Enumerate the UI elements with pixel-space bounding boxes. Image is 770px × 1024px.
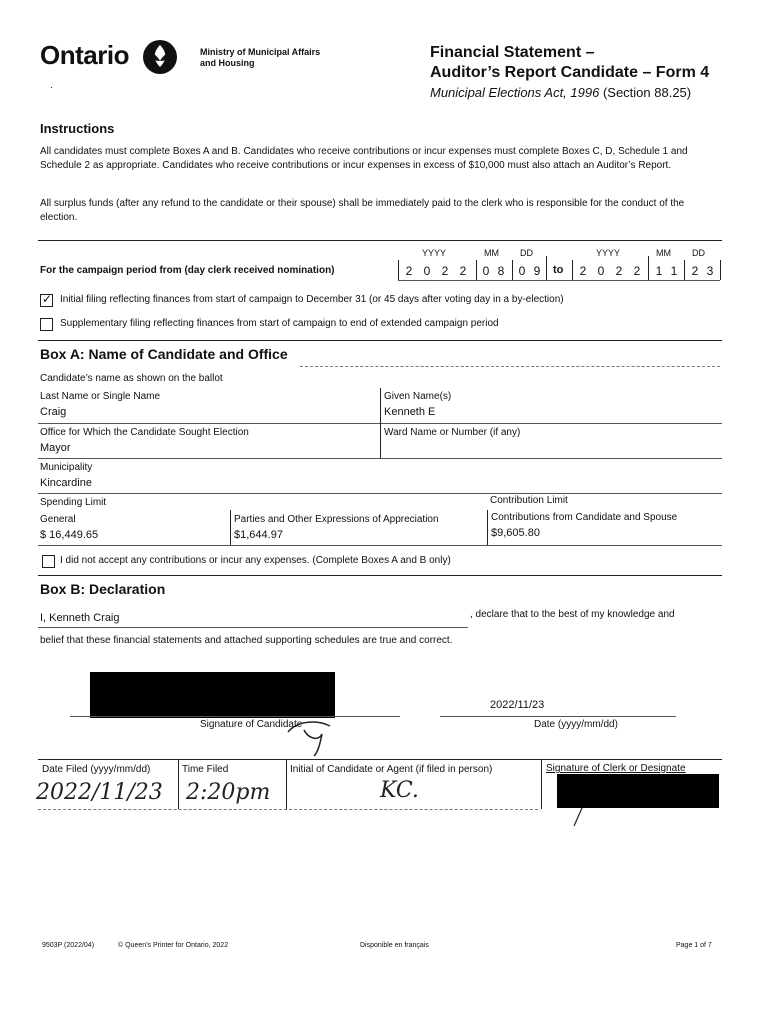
date-box-border xyxy=(512,260,513,280)
to-label: to xyxy=(553,264,564,276)
to-date-digit: 2 xyxy=(615,264,623,278)
from-date-digit: 2 xyxy=(459,264,467,278)
last-name-field[interactable]: Craig xyxy=(40,406,67,418)
filed-section-bottom xyxy=(38,809,538,810)
from-mm-header: MM xyxy=(484,248,499,258)
from-date-digit: 2 xyxy=(441,264,449,278)
date-box-border xyxy=(546,256,547,280)
to-yyyy-header: YYYY xyxy=(596,248,621,258)
checkmark-icon: ✓ xyxy=(42,292,53,306)
from-date-digit: 0 xyxy=(518,264,526,278)
given-names-field[interactable]: Kenneth E xyxy=(384,406,436,418)
divider xyxy=(38,240,722,241)
form-title xyxy=(430,43,709,83)
given-names-label: Given Name(s) xyxy=(384,391,452,402)
to-date-digit: 2 xyxy=(633,264,641,278)
from-date-digit: 2 xyxy=(405,264,413,278)
redacted-signature xyxy=(90,672,335,718)
parties-limit-label: Parties and Other Expressions of Appreciation xyxy=(234,514,439,525)
ward-label: Ward Name or Number (if any) xyxy=(384,427,521,438)
divider xyxy=(300,366,720,367)
date-box-border xyxy=(398,260,399,280)
office-field[interactable]: Mayor xyxy=(40,442,71,454)
general-limit-label: General xyxy=(40,514,76,525)
to-mm-header: MM xyxy=(656,248,671,258)
filed-section-top xyxy=(38,759,722,760)
last-name-label: Last Name or Single Name xyxy=(40,391,161,402)
parties-limit-field[interactable]: $1,644.97 xyxy=(234,529,283,541)
field-divider xyxy=(541,759,542,809)
date-box-border xyxy=(572,260,573,280)
field-divider xyxy=(380,388,381,424)
date-box-bottom xyxy=(398,280,720,281)
act-name: Municipal Elections Act, 1996 xyxy=(430,85,600,100)
from-date-digit: 9 xyxy=(533,264,541,278)
ministry-name xyxy=(200,47,370,69)
field-divider xyxy=(380,423,381,459)
ministry-line1: Ministry of Municipal Affairs xyxy=(200,47,321,57)
row-divider xyxy=(38,493,722,494)
field-divider xyxy=(487,510,488,546)
row-divider xyxy=(38,545,722,546)
campaign-period-label: For the campaign period from (day clerk received nomination) xyxy=(40,265,335,276)
redacted-clerk-signature xyxy=(557,774,719,808)
to-date-digit: 2 xyxy=(579,264,587,278)
box-a-title: Box A: Name of Candidate and Office xyxy=(40,346,288,362)
supplementary-filing-checkbox[interactable] xyxy=(40,318,53,331)
act-section: (Section 88.25) xyxy=(599,85,692,100)
trillium-logo-icon xyxy=(142,39,178,75)
date-box-border xyxy=(476,260,477,280)
contrib-from-label: Contributions from Candidate and Spouse xyxy=(491,512,678,523)
contribution-limit-label: Contribution Limit xyxy=(490,495,568,506)
time-filed-label: Time Filed xyxy=(182,764,229,775)
signature-scribble-icon xyxy=(284,716,344,758)
instructions-para2: All surplus funds (after any refund to the candidate or their spouse) shall be immediately paid to the clerk who is responsible for the conduct of the election. xyxy=(40,198,685,223)
from-date-digit: 8 xyxy=(497,264,505,278)
municipality-field[interactable]: Kincardine xyxy=(40,477,92,489)
instructions-heading: Instructions xyxy=(40,121,115,136)
from-dd-header: DD xyxy=(520,248,533,258)
initial-filed-label: Initial of Candidate or Agent (if filed in person) xyxy=(290,764,493,775)
to-dd-header: DD xyxy=(692,248,705,258)
general-limit-field[interactable]: $ 16,449.65 xyxy=(40,529,99,541)
date-box-border xyxy=(684,260,685,280)
office-label: Office for Which the Candidate Sought Election xyxy=(40,427,249,438)
initial-filing-label: Initial filing reflecting finances from start of campaign to December 31 (or 45 days after voting day in a by-election) xyxy=(60,294,564,305)
to-date-digit: 2 xyxy=(691,264,699,278)
contrib-limit-field[interactable]: $9,605.80 xyxy=(491,527,540,539)
instructions-para1: All candidates must complete Boxes A and B. Candidates who receive contributions or incur expenses must complete Boxes C, D, Schedule 1 and Schedule 2 as appropriate. Candidates who receive contributions or incur expenses in excess of $10,000 must also attach an Auditor’s Report. xyxy=(40,146,688,171)
initial-filed-field[interactable]: KC. xyxy=(380,778,419,803)
form-title-line1: Financial Statement – xyxy=(430,44,595,61)
no-contributions-checkbox[interactable] xyxy=(42,555,55,568)
field-divider xyxy=(286,759,287,809)
to-date-digit: 0 xyxy=(597,264,605,278)
date-label: Date (yyyy/mm/dd) xyxy=(534,719,618,730)
row-divider xyxy=(38,458,722,459)
time-filed-field[interactable]: 2:20pm xyxy=(186,780,271,805)
supplementary-filing-label: Supplementary filing reflecting finances from start of campaign to end of extended campaign period xyxy=(60,318,499,329)
pen-stroke-icon xyxy=(570,806,586,828)
box-b-title: Box B: Declaration xyxy=(40,581,166,597)
ballot-name-note: Candidate’s name as shown on the ballot xyxy=(40,373,223,384)
date-box-border xyxy=(720,260,721,280)
stray-dot: · xyxy=(50,82,54,93)
declarant-name-field[interactable]: I, Kenneth Craig xyxy=(40,612,120,624)
box-a-top-border xyxy=(38,340,722,341)
form-code: 9503P (2022/04) xyxy=(42,942,95,949)
signature-label: Signature of Candidate xyxy=(200,719,303,730)
date-filed-label: Date Filed (yyyy/mm/dd) xyxy=(42,764,151,775)
date-box-border xyxy=(648,256,649,280)
municipality-label: Municipality xyxy=(40,462,93,473)
declare-text: , declare that to the best of my knowledge and xyxy=(470,609,675,620)
field-divider xyxy=(230,510,231,546)
page-number: Page 1 of 7 xyxy=(676,942,712,949)
date-filed-field[interactable]: 2022/11/23 xyxy=(36,780,163,805)
ministry-line2: and Housing xyxy=(200,58,255,68)
declaration-date-field[interactable]: 2022/11/23 xyxy=(490,699,545,711)
french-availability: Disponible en français xyxy=(360,942,429,949)
spending-limit-label: Spending Limit xyxy=(40,497,107,508)
form-title-line2: Auditor’s Report Candidate – Form 4 xyxy=(430,64,710,81)
to-date-digit: 3 xyxy=(706,264,714,278)
field-divider xyxy=(178,759,179,809)
ontario-logo-text: Ontario xyxy=(40,40,129,70)
to-date-digit: 1 xyxy=(670,264,678,278)
from-date-digit: 0 xyxy=(482,264,490,278)
act-reference xyxy=(430,85,691,100)
belief-text: belief that these financial statements and attached supporting schedules are true and correct. xyxy=(40,635,453,646)
box-b-top-border xyxy=(38,575,722,576)
to-date-digit: 1 xyxy=(655,264,663,278)
initial-filing-checkbox[interactable] xyxy=(40,294,53,307)
no-contributions-label: I did not accept any contributions or incur any expenses. (Complete Boxes A and B only) xyxy=(60,555,451,566)
copyright: © Queen’s Printer for Ontario, 2022 xyxy=(118,942,229,949)
from-date-digit: 0 xyxy=(423,264,431,278)
clerk-signature-label: Signature of Clerk or Designate xyxy=(546,763,686,774)
declarant-underline xyxy=(38,627,468,628)
date-line xyxy=(440,716,676,717)
from-yyyy-header: YYYY xyxy=(422,248,447,258)
signature-line xyxy=(70,716,400,717)
